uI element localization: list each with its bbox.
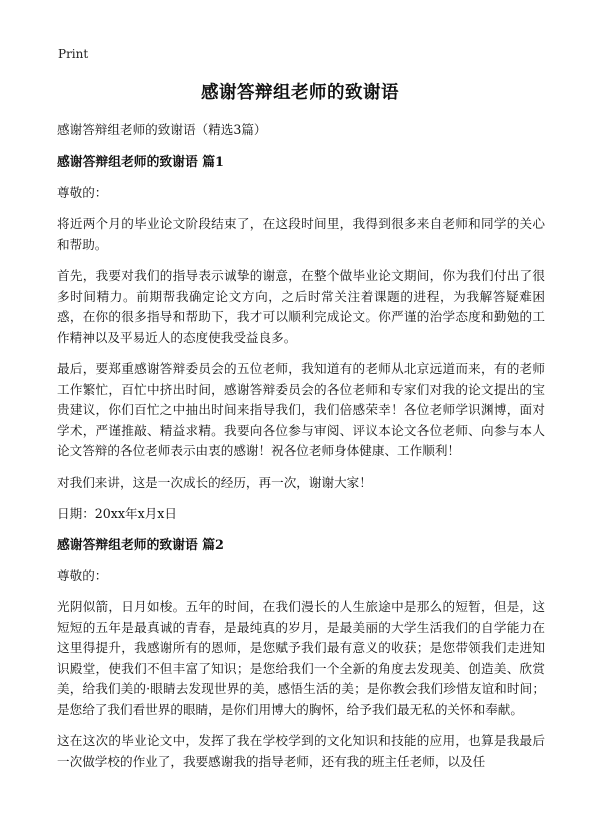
salutation: 尊敬的： xyxy=(57,184,108,200)
paragraph: 光阴似箭，日月如梭。五年的时间，在我们漫长的人生旅途中是那么的短暂，但是，这短短的五年是最真诚的青春，是最纯真的岁月，是最美丽的大学生活我们的自学能力在这里得提升，我感谢所有的恩师，是您赋予我们最有意义的收获；是您带领我们走进知识殿堂，使我们不但丰富了知识；是您给我们一个全新的角度去发现美、创造美、欣赏美，给我们美的·眼睛去发现世界的美，感悟生活的美；是你教会我们珍惜友谊和时间；是您给了我们看世界的眼睛，是你们用博大的胸怀，给予我们最无私的关怀和奉献。 xyxy=(57,599,545,717)
paragraph: 将近两个月的毕业论文阶段结束了，在这段时间里，我得到很多来自老师和同学的关心和帮助。 xyxy=(57,216,545,252)
paragraph: 最后，要郑重感谢答辩委员会的五位老师，我知道有的老师从北京远道而来，有的老师工作繁忙，百忙中挤出时间，感谢答辩委员会的各位老师和专家们对我的论文提出的宝贵建议，你们百忙之中抽出时间来指导我们，我们倍感荣幸！各位老师学识渊博，面对学术，严谨推敲、精益求精。我要向各位参与审阅、评议本论文各位老师、向参与本人论文答辩的各位老师表示由衷的感谢！祝各位老师身体健康、工作顺利！ xyxy=(57,361,545,458)
document-subtitle: 感谢答辩组老师的致谢语（精选3篇） xyxy=(57,122,267,137)
paragraph: 对我们来讲，这是一次成长的经历，再一次，谢谢大家！ xyxy=(57,474,372,490)
section-heading-2: 感谢答辩组老师的致谢语 篇2 xyxy=(57,537,224,553)
date-line: 日期：20xx年x月x日 xyxy=(57,506,177,521)
paragraph: 首先，我要对我们的指导表示诚挚的谢意，在整个做毕业论文期间，你为我们付出了很多时间精力。前期帮我确定论文方向，之后时常关注着课题的进程，为我解答疑难困惑，在你的很多指导和帮助下，我才可以顺利完成论文。你严谨的治学态度和勤勉的工作精神以及平易近人的态度使我受益良多。 xyxy=(57,268,545,345)
section-heading-1: 感谢答辩组老师的致谢语 篇1 xyxy=(57,154,224,170)
document-body xyxy=(57,120,545,783)
document-title: 感谢答辩组老师的致谢语 xyxy=(201,83,399,103)
paragraph: 这在这次的毕业论文中，发挥了我在学校学到的文化知识和技能的应用，也算是我最后一次做学校的作业了，我要感谢我的指导老师，还有我的班主任老师，以及任 xyxy=(57,733,545,769)
salutation: 尊敬的： xyxy=(57,567,108,583)
print-label: Print xyxy=(58,47,89,61)
